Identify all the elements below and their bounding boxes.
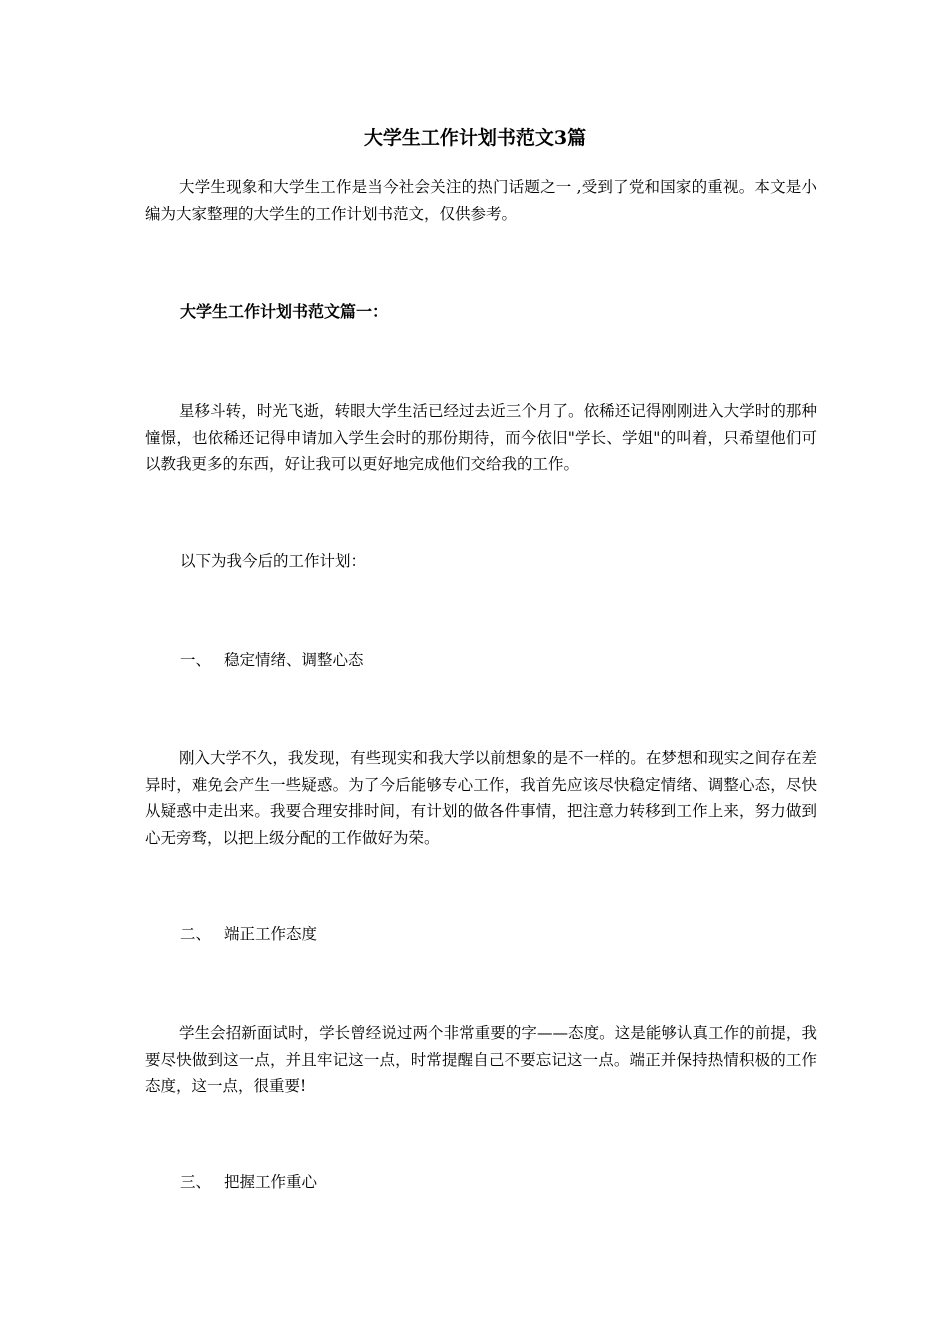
plan-item-1-number: 一、 <box>180 651 212 669</box>
plan-item-3-number: 三、 <box>180 1173 212 1191</box>
plan-item-2-number: 二、 <box>180 925 212 943</box>
plan-intro: 以下为我今后的工作计划： <box>180 552 367 570</box>
intro-paragraph: 大学生现象和大学生工作是当今社会关注的热门话题之一 ,受到了党和国家的重视。本文是小编为大家整理的大学生的工作计划书范文，仅供参考。 <box>145 178 817 223</box>
item-2-paragraph: 学生会招新面试时，学长曾经说过两个非常重要的字——态度。这是能够认真工作的前提，我要尽快做到这一点，并且牢记这一点，时常提醒自己不要忘记这一点。端正并保持热情积极的工作态度，这一点，很重要! <box>145 1024 817 1095</box>
opening-paragraph: 星移斗转，时光飞逝，转眼大学生活已经过去近三个月了。依稀还记得刚刚进入大学时的那种憧憬，也依稀还记得申请加入学生会时的那份期待，而今依旧"学长、学姐"的叫着，只希望他们可以教我更多的东西，好让我可以更好地完成他们交给我的工作。 <box>145 402 817 473</box>
plan-item-2 <box>180 921 317 947</box>
document-title: 大学生工作计划书范文3篇 <box>363 127 587 149</box>
item-1-paragraph: 刚入大学不久，我发现，有些现实和我大学以前想象的是不一样的。在梦想和现实之间存在差异时，难免会产生一些疑惑。为了今后能够专心工作，我首先应该尽快稳定情绪、调整心态，尽快从疑惑中走出来。我要合理安排时间，有计划的做各件事情，把注意力转移到工作上来，努力做到心无旁骛，以把上级分配的工作做好为荣。 <box>145 749 817 847</box>
plan-item-2-label: 端正工作态度 <box>224 925 318 943</box>
section-heading: 大学生工作计划书范文篇一： <box>180 302 389 321</box>
plan-item-1 <box>180 647 364 673</box>
plan-item-3-label: 把握工作重心 <box>224 1173 318 1191</box>
plan-item-3 <box>180 1169 317 1195</box>
plan-item-1-label: 稳定情绪、调整心态 <box>224 651 364 669</box>
